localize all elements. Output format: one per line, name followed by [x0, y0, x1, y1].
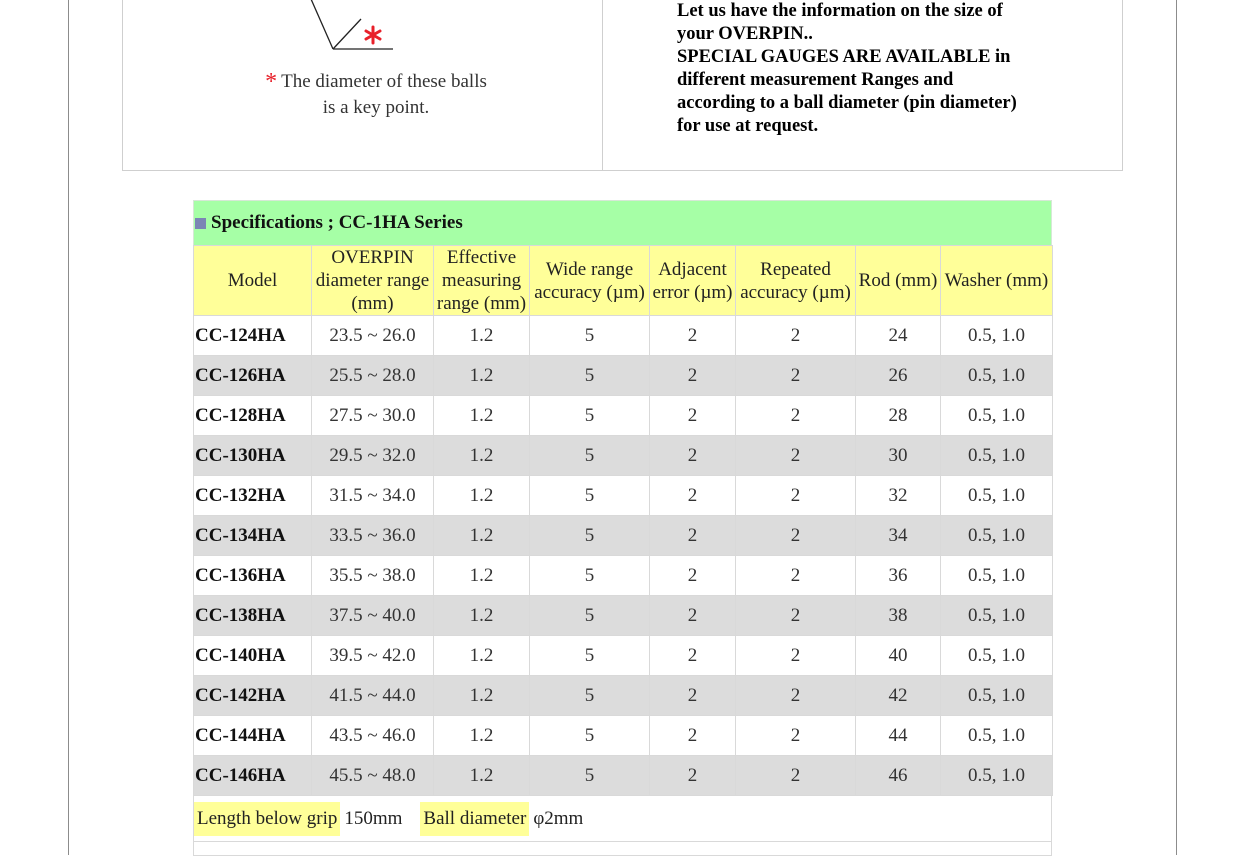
cell-overpin-range: 33.5 ~ 36.0	[312, 516, 434, 556]
cell-adjacent-error: 2	[650, 476, 736, 516]
cell-washer: 0.5, 1.0	[941, 316, 1053, 356]
note-line-2: is a key point.	[322, 97, 430, 118]
cell-washer: 0.5, 1.0	[941, 476, 1053, 516]
cell-adjacent-error: 2	[650, 756, 736, 796]
cell-washer: 0.5, 1.0	[941, 596, 1053, 636]
intro-box	[122, 0, 1123, 171]
cell-rod: 26	[856, 356, 941, 396]
cell-model: CC-130HA	[194, 436, 312, 476]
cell-rod: 38	[856, 596, 941, 636]
cell-adjacent-error: 2	[650, 356, 736, 396]
cell-wide-range-accuracy: 5	[530, 636, 650, 676]
cell-overpin-range: 39.5 ~ 42.0	[312, 636, 434, 676]
cell-repeated-accuracy: 2	[736, 476, 856, 516]
asterisk-icon	[366, 27, 380, 43]
cell-repeated-accuracy: 2	[736, 436, 856, 476]
cell-rod: 34	[856, 516, 941, 556]
page-border-left	[68, 0, 69, 855]
table-row	[194, 676, 1053, 716]
cell-overpin-range: 25.5 ~ 28.0	[312, 356, 434, 396]
cell-repeated-accuracy: 2	[736, 556, 856, 596]
cell-washer: 0.5, 1.0	[941, 676, 1053, 716]
cell-model: CC-126HA	[194, 356, 312, 396]
cell-repeated-accuracy: 2	[736, 676, 856, 716]
cell-repeated-accuracy: 2	[736, 636, 856, 676]
header-wide-range-accuracy: Wide range accuracy (µm)	[530, 246, 650, 316]
cell-rod: 40	[856, 636, 941, 676]
note-line-1: The diameter of these balls	[281, 71, 487, 92]
table-row	[194, 356, 1053, 396]
cell-wide-range-accuracy: 5	[530, 436, 650, 476]
cell-repeated-accuracy: 2	[736, 396, 856, 436]
cell-adjacent-error: 2	[650, 436, 736, 476]
cell-model: CC-138HA	[194, 596, 312, 636]
cell-adjacent-error: 2	[650, 716, 736, 756]
cell-adjacent-error: 2	[650, 676, 736, 716]
cell-adjacent-error: 2	[650, 556, 736, 596]
cell-adjacent-error: 2	[650, 396, 736, 436]
cell-effective-range: 1.2	[434, 676, 530, 716]
header-overpin-range: OVERPIN diameter range (mm)	[312, 246, 434, 316]
cell-overpin-range: 23.5 ~ 26.0	[312, 316, 434, 356]
info-line: Let us have the information on the size of	[677, 1, 1003, 21]
cell-rod: 46	[856, 756, 941, 796]
cell-rod: 30	[856, 436, 941, 476]
cell-model: CC-124HA	[194, 316, 312, 356]
cell-washer: 0.5, 1.0	[941, 396, 1053, 436]
cell-effective-range: 1.2	[434, 516, 530, 556]
ball-diameter-value: φ2mm	[533, 807, 584, 829]
cell-adjacent-error: 2	[650, 636, 736, 676]
table-row	[194, 716, 1053, 756]
cell-rod: 32	[856, 476, 941, 516]
cell-wide-range-accuracy: 5	[530, 596, 650, 636]
header-repeated-accuracy: Repeated accuracy (µm)	[736, 246, 856, 316]
cell-repeated-accuracy: 2	[736, 316, 856, 356]
cell-wide-range-accuracy: 5	[530, 396, 650, 436]
cell-rod: 42	[856, 676, 941, 716]
specifications-section	[193, 200, 1052, 856]
cell-washer: 0.5, 1.0	[941, 356, 1053, 396]
info-line: for use at request.	[677, 116, 819, 136]
cell-effective-range: 1.2	[434, 476, 530, 516]
table-row	[194, 476, 1053, 516]
cell-model: CC-134HA	[194, 516, 312, 556]
table-footer-specs	[193, 796, 1052, 842]
header-effective-range: Effective measuring range (mm)	[434, 246, 530, 316]
cell-rod: 36	[856, 556, 941, 596]
specifications-table	[193, 245, 1053, 796]
intro-divider	[602, 0, 603, 170]
header-washer: Washer (mm)	[941, 246, 1053, 316]
table-row	[194, 436, 1053, 476]
square-bullet-icon	[195, 218, 206, 229]
cell-overpin-range: 27.5 ~ 30.0	[312, 396, 434, 436]
cell-washer: 0.5, 1.0	[941, 716, 1053, 756]
cell-model: CC-136HA	[194, 556, 312, 596]
table-row	[194, 516, 1053, 556]
cell-effective-range: 1.2	[434, 636, 530, 676]
cell-effective-range: 1.2	[434, 556, 530, 596]
page-border-right	[1176, 0, 1177, 855]
cell-effective-range: 1.2	[434, 316, 530, 356]
special-gauges-info	[677, 0, 1077, 138]
cell-washer: 0.5, 1.0	[941, 436, 1053, 476]
cell-repeated-accuracy: 2	[736, 716, 856, 756]
header-model: Model	[194, 246, 312, 316]
table-row	[194, 396, 1053, 436]
cell-wide-range-accuracy: 5	[530, 516, 650, 556]
cell-wide-range-accuracy: 5	[530, 316, 650, 356]
length-below-grip-value: 150mm	[344, 807, 403, 829]
cell-model: CC-132HA	[194, 476, 312, 516]
cell-adjacent-error: 2	[650, 516, 736, 556]
cell-rod: 24	[856, 316, 941, 356]
ball-diameter-label: Ball diameter	[420, 802, 529, 836]
info-line: your OVERPIN..	[677, 24, 813, 44]
cell-model: CC-146HA	[194, 756, 312, 796]
header-adjacent-error: Adjacent error (µm)	[650, 246, 736, 316]
info-line: different measurement Ranges and	[677, 70, 954, 90]
cell-effective-range: 1.2	[434, 756, 530, 796]
cell-model: CC-142HA	[194, 676, 312, 716]
cell-effective-range: 1.2	[434, 356, 530, 396]
cell-model: CC-128HA	[194, 396, 312, 436]
cell-repeated-accuracy: 2	[736, 356, 856, 396]
cell-adjacent-error: 2	[650, 596, 736, 636]
cell-overpin-range: 31.5 ~ 34.0	[312, 476, 434, 516]
header-rod: Rod (mm)	[856, 246, 941, 316]
table-continuation	[193, 842, 1052, 856]
cell-wide-range-accuracy: 5	[530, 476, 650, 516]
ball-contact-diagram	[303, 0, 403, 57]
cell-rod: 44	[856, 716, 941, 756]
cell-overpin-range: 43.5 ~ 46.0	[312, 716, 434, 756]
note-asterisk: *	[265, 69, 278, 95]
specifications-title: Specifications ; CC-1HA Series	[211, 212, 463, 233]
cell-wide-range-accuracy: 5	[530, 676, 650, 716]
table-row	[194, 556, 1053, 596]
cell-effective-range: 1.2	[434, 596, 530, 636]
table-row	[194, 636, 1053, 676]
cell-wide-range-accuracy: 5	[530, 716, 650, 756]
cell-adjacent-error: 2	[650, 316, 736, 356]
cell-effective-range: 1.2	[434, 396, 530, 436]
table-row	[194, 316, 1053, 356]
cell-wide-range-accuracy: 5	[530, 556, 650, 596]
cell-overpin-range: 35.5 ~ 38.0	[312, 556, 434, 596]
cell-overpin-range: 37.5 ~ 40.0	[312, 596, 434, 636]
length-below-grip-label: Length below grip	[194, 802, 340, 836]
cell-model: CC-144HA	[194, 716, 312, 756]
cell-wide-range-accuracy: 5	[530, 356, 650, 396]
specifications-title-bar	[193, 200, 1052, 245]
table-header-row	[194, 246, 1053, 316]
cell-overpin-range: 45.5 ~ 48.0	[312, 756, 434, 796]
cell-washer: 0.5, 1.0	[941, 516, 1053, 556]
cell-rod: 28	[856, 396, 941, 436]
cell-overpin-range: 41.5 ~ 44.0	[312, 676, 434, 716]
cell-model: CC-140HA	[194, 636, 312, 676]
cell-washer: 0.5, 1.0	[941, 636, 1053, 676]
cell-washer: 0.5, 1.0	[941, 756, 1053, 796]
info-line: according to a ball diameter (pin diameter)	[677, 93, 1017, 113]
cell-effective-range: 1.2	[434, 716, 530, 756]
table-row	[194, 756, 1053, 796]
cell-wide-range-accuracy: 5	[530, 756, 650, 796]
cell-repeated-accuracy: 2	[736, 516, 856, 556]
cell-effective-range: 1.2	[434, 436, 530, 476]
table-row	[194, 596, 1053, 636]
ball-diameter-note	[241, 69, 511, 120]
cell-repeated-accuracy: 2	[736, 756, 856, 796]
cell-overpin-range: 29.5 ~ 32.0	[312, 436, 434, 476]
cell-washer: 0.5, 1.0	[941, 556, 1053, 596]
cell-repeated-accuracy: 2	[736, 596, 856, 636]
info-line: SPECIAL GAUGES ARE AVAILABLE in	[677, 47, 1011, 67]
